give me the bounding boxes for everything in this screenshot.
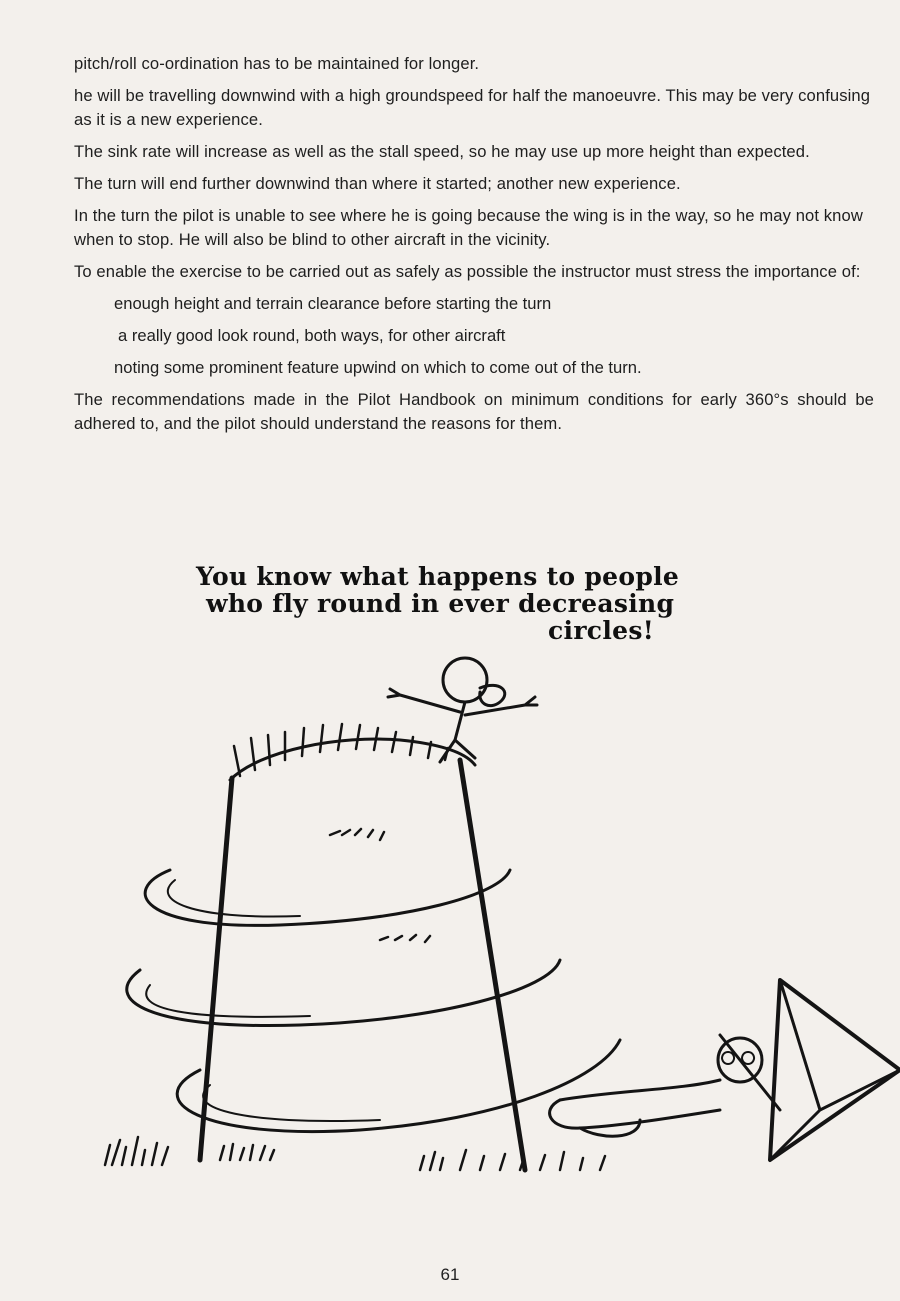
paragraph-2: he will be travelling downwind with a high groundspeed for half the manoeuvre. This may be very confusing as it is a new experience. [74,86,871,129]
paragraph-1: pitch/roll co-ordination has to be maintained for longer. [74,54,480,73]
paragraph-6: To enable the exercise to be carried out as safely as possible the instructor must stress the importance of: [74,262,861,281]
page-number: 61 [440,1265,460,1284]
cartoon-caption [196,563,716,644]
list-item: enough height and terrain clearance before starting the turn [114,294,552,313]
caption-line-2: who fly round in ever decreasing [206,589,675,618]
hang-glider-cartoon-illustration [80,640,900,1210]
paragraph-5: In the turn the pilot is unable to see where he is going because the wing is in the way, so he may not know when to stop. He will also be blind to other aircraft in the vicinity. [74,206,863,249]
body-text [74,52,874,436]
importance-list [74,292,874,380]
closing-paragraph: The recommendations made in the Pilot Handbook on minimum conditions for early 360°s should be adhered to, and the pilot should understand the reasons for them. [74,390,874,433]
list-item: a really good look round, both ways, for other aircraft [118,326,506,345]
paragraph-4: The turn will end further downwind than where it started; another new experience. [74,174,681,193]
paragraph-3: The sink rate will increase as well as the stall speed, so he may use up more height than expected. [74,142,810,161]
list-item: noting some prominent feature upwind on which to come out of the turn. [114,358,642,377]
pole-left-edge [200,778,232,1160]
caption-line-1: You know what happens to people [196,562,680,591]
caption-line-3: circles! [548,616,654,645]
